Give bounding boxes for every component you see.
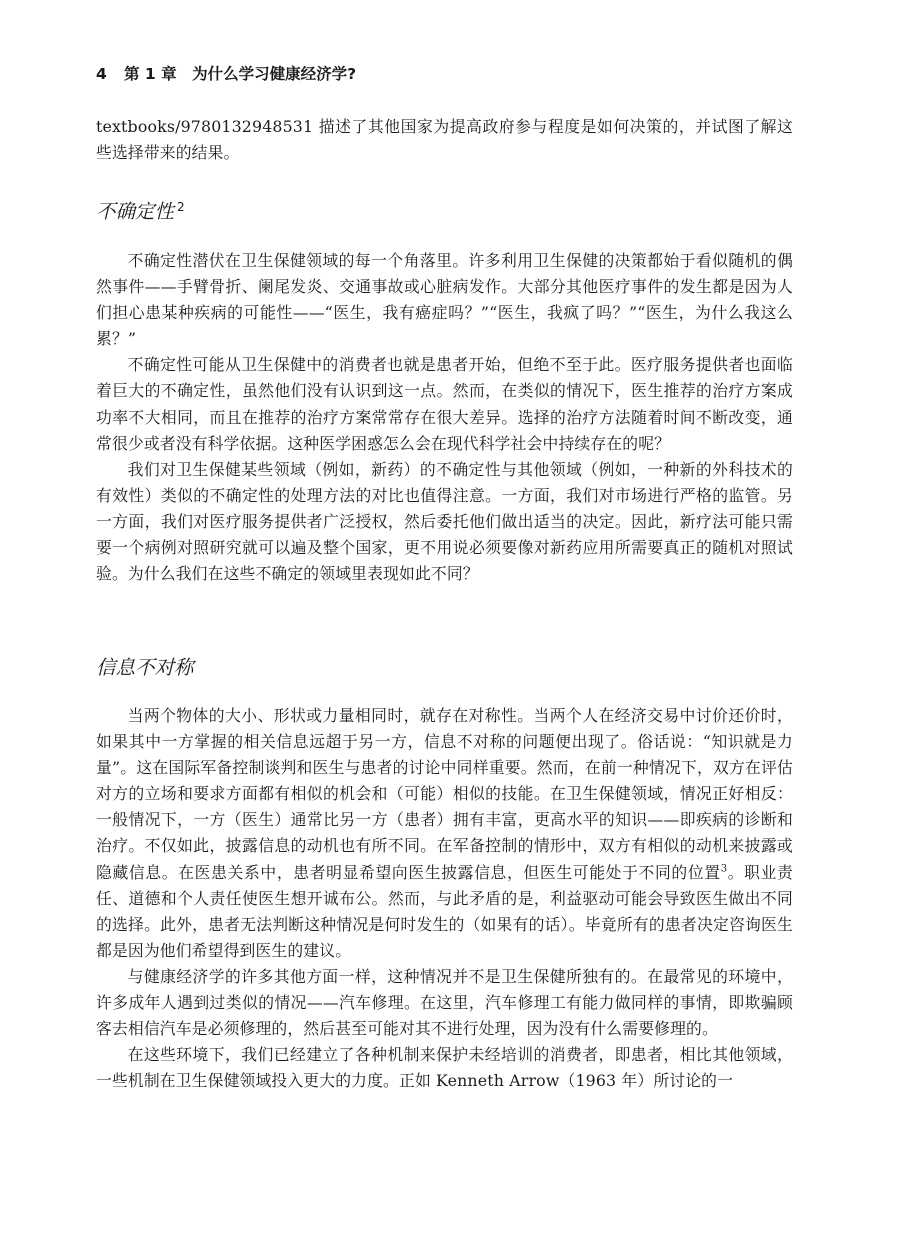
- section-body-uncertainty: [96, 248, 793, 587]
- section-heading-uncertainty: [96, 196, 185, 224]
- paragraph: 不确定性潜伏在卫生保健领域的每一个角落里。许多利用卫生保健的决策都始于看似随机的偶然事件——手臂骨折、阑尾发炎、交通事故或心脏病发作。大部分其他医疗事件的发生都是因为人们担心患某种疾病的可能性——“医生，我有癌症吗？”“医生，我疯了吗？”“医生，为什么我这么累？”: [96, 251, 793, 349]
- heading-text: 信息不对称: [96, 656, 194, 679]
- chapter-title: 第 1 章 为什么学习健康经济学?: [124, 65, 357, 83]
- paragraph: [96, 703, 793, 964]
- paragraph: 我们对卫生保健某些领域（例如，新药）的不确定性与其他领域（例如，一种新的外科技术的有效性）类似的不确定性的处理方法的对比也值得注意。一方面，我们对市场进行严格的监管。另一方面，我们对医疗服务提供者广泛授权，然后委托他们做出适当的决定。因此，新疗法可能只需要一个病例对照研究就可以遍及整个国家，更不用说必须要像对新药应用所需要真正的随机对照试验。为什么我们在这些不确定的领域里表现如此不同？: [96, 459, 793, 584]
- paragraph: 在这些环境下，我们已经建立了各种机制来保护未经培训的消费者，即患者，相比其他领域，一些机制在卫生保健领域投入更大的力度。正如 Kenneth Arrow（1963 年）所讨论的一: [96, 1045, 793, 1091]
- paragraph: 不确定性可能从卫生保健中的消费者也就是患者开始，但绝不至于此。医疗服务提供者也面临着巨大的不确定性，虽然他们没有认识到这一点。然而，在类似的情况下，医生推荐的治疗方案成功率不大相同，而且在推荐的治疗方案常常存在很大差异。选择的治疗方法随着时间不断改变，通常很少或者没有科学依据。这种医学困惑怎么会在现代科学社会中持续存在的呢？: [96, 355, 793, 453]
- paragraph-text: 。职业责任、道德和个人责任使医生想开诚布公。然而，与此矛盾的是，利益驱动可能会导致医生做出不同的选择。此外，患者无法判断这种情况是何时发生的（如果有的话）。毕竟所有的患者决定咨询医生都是因为他们希望得到医生的建议。: [96, 862, 793, 960]
- intro-block: [96, 114, 793, 166]
- paragraph-text: 当两个物体的大小、形状或力量相同时，就存在对称性。当两个人在经济交易中讨价还价时，如果其中一方掌握的相关信息远超于另一方，信息不对称的问题便出现了。俗话说：“知识就是力量”。这在国际军备控制谈判和医生与患者的讨论中同样重要。然而，在前一种情况下，双方在评估对方的立场和要求方面都有相似的机会和（可能）相似的技能。在卫生保健领域，情况正好相反：一般情况下，一方（医生）通常比另一方（患者）拥有丰富，更高水平的知识——即疾病的诊断和治疗。不仅如此，披露信息的动机也有所不同。在军备控制的情形中，双方有相似的动机来披露或隐藏信息。在医患关系中，患者明显希望向医生披露信息，但医生可能处于不同的位置: [96, 706, 793, 882]
- footnote-ref: 3: [720, 863, 728, 875]
- footnote-ref: 2: [177, 199, 185, 214]
- running-head: [96, 62, 356, 84]
- section-heading-asymmetry: [96, 652, 194, 680]
- paragraph: 与健康经济学的许多其他方面一样，这种情况并不是卫生保健所独有的。在最常见的环境中，许多成年人遇到过类似的情况——汽车修理。在这里，汽车修理工有能力做同样的事情，即欺骗顾客去相信汽车是必须修理的，然后甚至可能对其不进行处理，因为没有什么需要修理的。: [96, 966, 793, 1039]
- page-number: 4: [96, 65, 107, 83]
- section-body-asymmetry: [96, 703, 793, 1094]
- intro-paragraph: textbooks/9780132948531 描述了其他国家为提高政府参与程度是如何决策的，并试图了解这些选择带来的结果。: [96, 117, 793, 163]
- heading-text: 不确定性: [96, 200, 175, 223]
